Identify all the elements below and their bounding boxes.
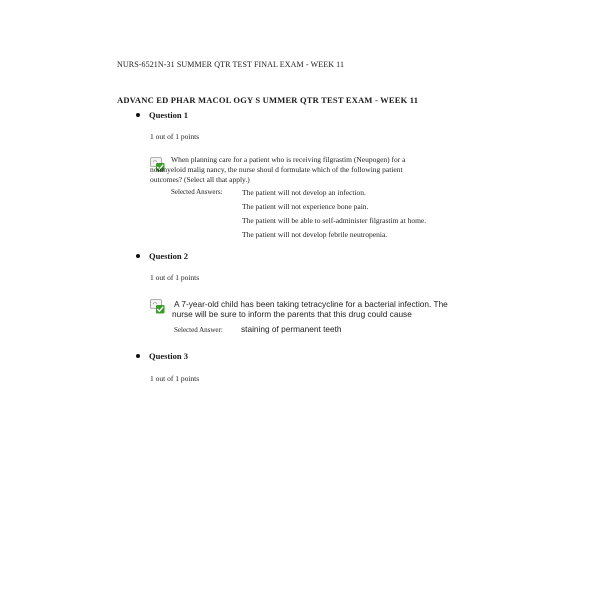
- points-score: 1 out of 1 points: [150, 273, 200, 282]
- bullet-icon: [136, 354, 140, 358]
- question-2: [136, 251, 448, 334]
- question-1: [136, 110, 427, 239]
- question-text-line: nurse will be sure to inform the parents that this drug could cause: [172, 309, 412, 319]
- bullet-icon: [136, 113, 140, 117]
- selected-answer: The patient will be able to self-administer filgrastim at home.: [242, 216, 427, 225]
- question-text: [174, 299, 494, 319]
- correct-check-icon: [150, 299, 165, 314]
- question-text-line: outcomes? (Select all that apply.): [150, 175, 250, 184]
- question-text: [150, 155, 491, 185]
- question-text-line: When planning care for a patient who is receiving filgrastim (Neupogen) for a: [171, 155, 406, 164]
- selected-answer-label: Selected Answer:: [174, 326, 223, 334]
- selected-answer: staining of permanent teeth: [241, 324, 342, 334]
- question-title: Question 3: [149, 351, 188, 361]
- selected-answers-label: Selected Answers:: [171, 188, 223, 196]
- question-3: [136, 351, 200, 383]
- question-text-line: nonmyeloid malig nancy, the nurse shoul d formulate which of the following patient: [150, 165, 403, 174]
- points-score: 1 out of 1 points: [150, 374, 200, 383]
- selected-answer: The patient will not experience bone pain.: [242, 202, 369, 211]
- selected-answer: The patient will not develop an infection.: [242, 188, 366, 197]
- question-heading: [136, 251, 188, 261]
- document-header: NURS-6521N-31 SUMMER QTR TEST FINAL EXAM - WEEK 11: [117, 60, 345, 69]
- question-heading: [136, 351, 188, 361]
- exam-title: ADVANC ED PHAR MACOL OGY S UMMER QTR TEST EXAM - WEEK 11: [117, 95, 419, 105]
- question-title: Question 1: [149, 110, 188, 120]
- selected-answer: The patient will not develop febrile neutropenia.: [242, 230, 388, 239]
- question-text-line: A 7-year-old child has been taking tetracycline for a bacterial infection. The: [174, 299, 448, 309]
- question-title: Question 2: [149, 251, 188, 261]
- question-heading: [136, 110, 188, 120]
- bullet-icon: [136, 254, 140, 258]
- points-score: 1 out of 1 points: [150, 132, 200, 141]
